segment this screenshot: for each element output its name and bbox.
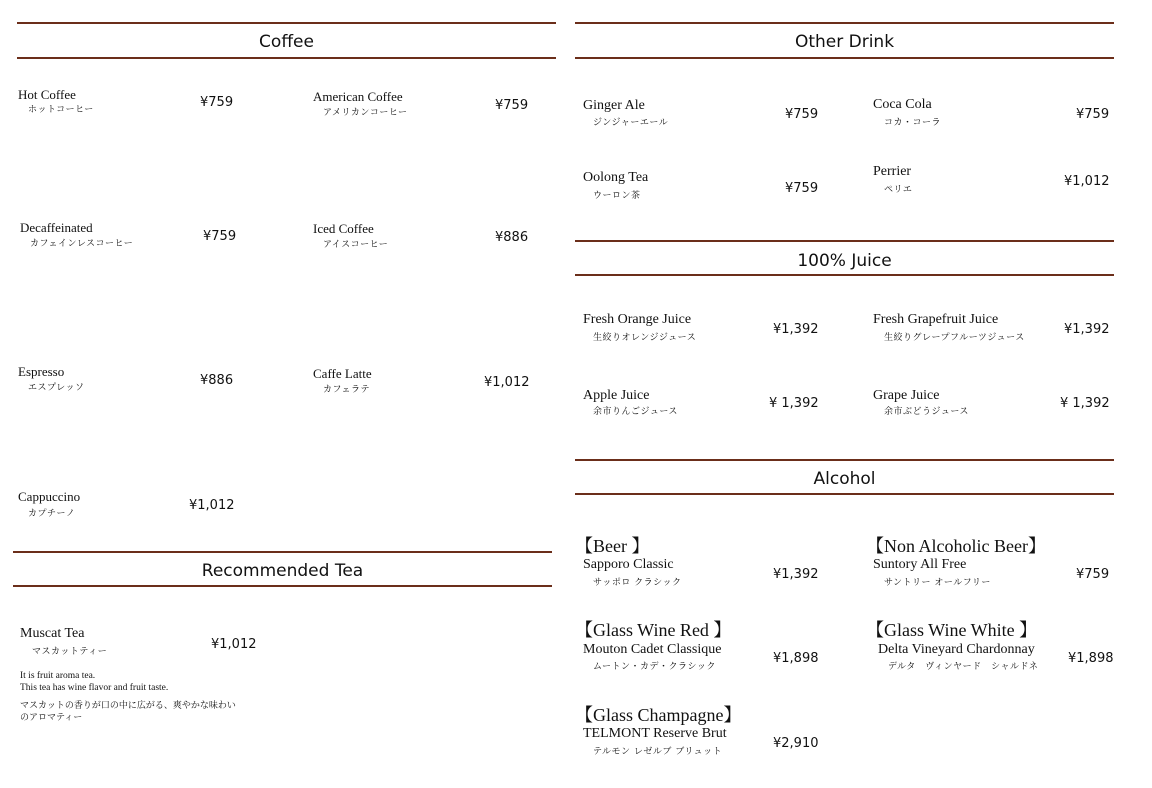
menu-item-price: ¥1,898 <box>1068 651 1114 666</box>
menu-item-price: ¥759 <box>1076 567 1110 582</box>
other-title: Other Drink <box>794 32 895 52</box>
menu-item-price: ¥759 <box>495 98 529 113</box>
menu-item-price: ¥759 <box>785 181 819 196</box>
juice-top-rule <box>575 240 1114 242</box>
category-heading: 【Glass Wine Red 】 <box>575 620 732 640</box>
menu-item-price: ¥886 <box>200 373 234 388</box>
menu-item-jp: アメリカンコーヒー <box>323 108 408 118</box>
menu-item-name: Sapporo Classic <box>583 557 674 572</box>
menu-item-jp: ペリエ <box>884 185 913 195</box>
tea-bottom-rule <box>13 585 552 587</box>
menu-item-name: Delta Vineyard Chardonnay <box>878 642 1035 657</box>
menu-item-name: Cappuccino <box>18 489 81 504</box>
menu-item-jp: 生絞りグレープフルーツジュース <box>884 333 1025 343</box>
menu-item-jp: ホットコーヒー <box>28 105 94 115</box>
alcohol-top-rule <box>575 459 1114 461</box>
juice-bottom-rule <box>575 274 1114 276</box>
menu-item-price: ¥1,392 <box>773 322 819 337</box>
menu-item-price: ¥1,392 <box>1064 322 1110 337</box>
alcohol-title: Alcohol <box>813 469 876 489</box>
menu-item-price: ¥759 <box>1076 107 1110 122</box>
tea-description-jp-1: マスカットの香りが口の中に広がる、爽やかな味わい <box>20 701 236 711</box>
menu-item-name: Apple Juice <box>583 388 650 403</box>
category-heading: 【Non Alcoholic Beer】 <box>866 536 1046 556</box>
menu-item-price: ¥1,012 <box>189 498 235 513</box>
tea-description-jp-2: のアロマティー <box>20 713 83 723</box>
menu-item-jp: カフェインレスコーヒー <box>30 239 134 249</box>
menu-item-name: Fresh Orange Juice <box>583 312 692 327</box>
menu-item-price: ¥759 <box>200 95 234 110</box>
menu-item-jp: サントリー オールフリー <box>884 578 991 588</box>
category-heading: 【Beer 】 <box>575 536 650 556</box>
menu-item-name: TELMONT Reserve Brut <box>583 726 727 741</box>
menu-item-jp: ムートン・カデ・クラシック <box>593 662 716 672</box>
menu-item-name: Perrier <box>873 164 912 179</box>
menu-item-name: Caffe Latte <box>313 366 372 381</box>
menu-item-jp: アイスコーヒー <box>323 240 389 250</box>
menu-item-name: Iced Coffee <box>313 221 374 236</box>
menu-item-jp: 余市ぶどうジュース <box>884 407 969 417</box>
menu-item-name: Oolong Tea <box>583 170 649 185</box>
menu-item-name: Mouton Cadet Classique <box>583 642 722 657</box>
menu-item-jp: サッポロ クラシック <box>593 578 682 588</box>
other-top-rule <box>575 22 1114 24</box>
menu-item-jp: 生絞りオレンジジュース <box>593 333 697 343</box>
menu-item-price: ¥1,392 <box>773 567 819 582</box>
menu-item-jp: デルタ ヴィンヤード シャルドネ <box>888 662 1039 672</box>
menu-item-price: ¥1,012 <box>484 375 530 390</box>
menu-item-name: Hot Coffee <box>18 87 76 102</box>
menu-item-name: Espresso <box>18 364 65 379</box>
menu-item-price: ¥1,012 <box>1064 174 1110 189</box>
coffee-title: Coffee <box>259 32 314 52</box>
menu-item-name: Muscat Tea <box>20 626 85 641</box>
tea-description-en-1: It is fruit aroma tea. <box>20 671 96 681</box>
menu-item-name: Ginger Ale <box>583 98 645 113</box>
menu-item-jp: ウーロン茶 <box>593 191 641 201</box>
tea-top-rule <box>13 551 552 553</box>
menu-item-jp: マスカットティー <box>32 647 108 657</box>
menu-item-jp: コカ・コーラ <box>884 118 942 128</box>
menu-item-price: ¥2,910 <box>773 736 819 751</box>
menu-item-name: American Coffee <box>313 89 403 104</box>
menu-item-price: ¥1,898 <box>773 651 819 666</box>
menu-item-price: ¥886 <box>495 230 529 245</box>
menu-item-name: Fresh Grapefruit Juice <box>873 312 999 327</box>
tea-title: Recommended Tea <box>201 561 364 581</box>
menu-item-jp: カフェラテ <box>323 385 371 395</box>
juice-title: 100% Juice <box>797 251 892 271</box>
menu-item-name: Grape Juice <box>873 388 940 403</box>
category-heading: 【Glass Wine White 】 <box>866 620 1038 640</box>
menu-item-price: ¥759 <box>785 107 819 122</box>
category-heading: 【Glass Champagne】 <box>575 705 742 725</box>
coffee-top-rule <box>17 22 556 24</box>
menu-item-jp: 余市りんごジュース <box>593 407 678 417</box>
menu-item-price: ¥1,012 <box>211 637 257 652</box>
menu-item-price: ¥ 1,392 <box>769 396 819 411</box>
menu-item-price: ¥759 <box>203 229 237 244</box>
menu-item-name: Decaffeinated <box>20 220 93 235</box>
menu-item-jp: ジンジャーエール <box>593 118 669 128</box>
menu-item-jp: カプチーノ <box>28 509 76 519</box>
menu-item-jp: テルモン レゼルブ ブリュット <box>593 747 723 757</box>
menu-item-name: Suntory All Free <box>873 557 967 572</box>
coffee-bottom-rule <box>17 57 556 59</box>
menu-item-price: ¥ 1,392 <box>1060 396 1110 411</box>
tea-description-en-2: This tea has wine flavor and fruit taste. <box>20 683 169 693</box>
other-bottom-rule <box>575 57 1114 59</box>
menu-item-name: Coca Cola <box>873 97 932 112</box>
alcohol-bottom-rule <box>575 493 1114 495</box>
menu-item-jp: エスプレッソ <box>28 383 85 393</box>
